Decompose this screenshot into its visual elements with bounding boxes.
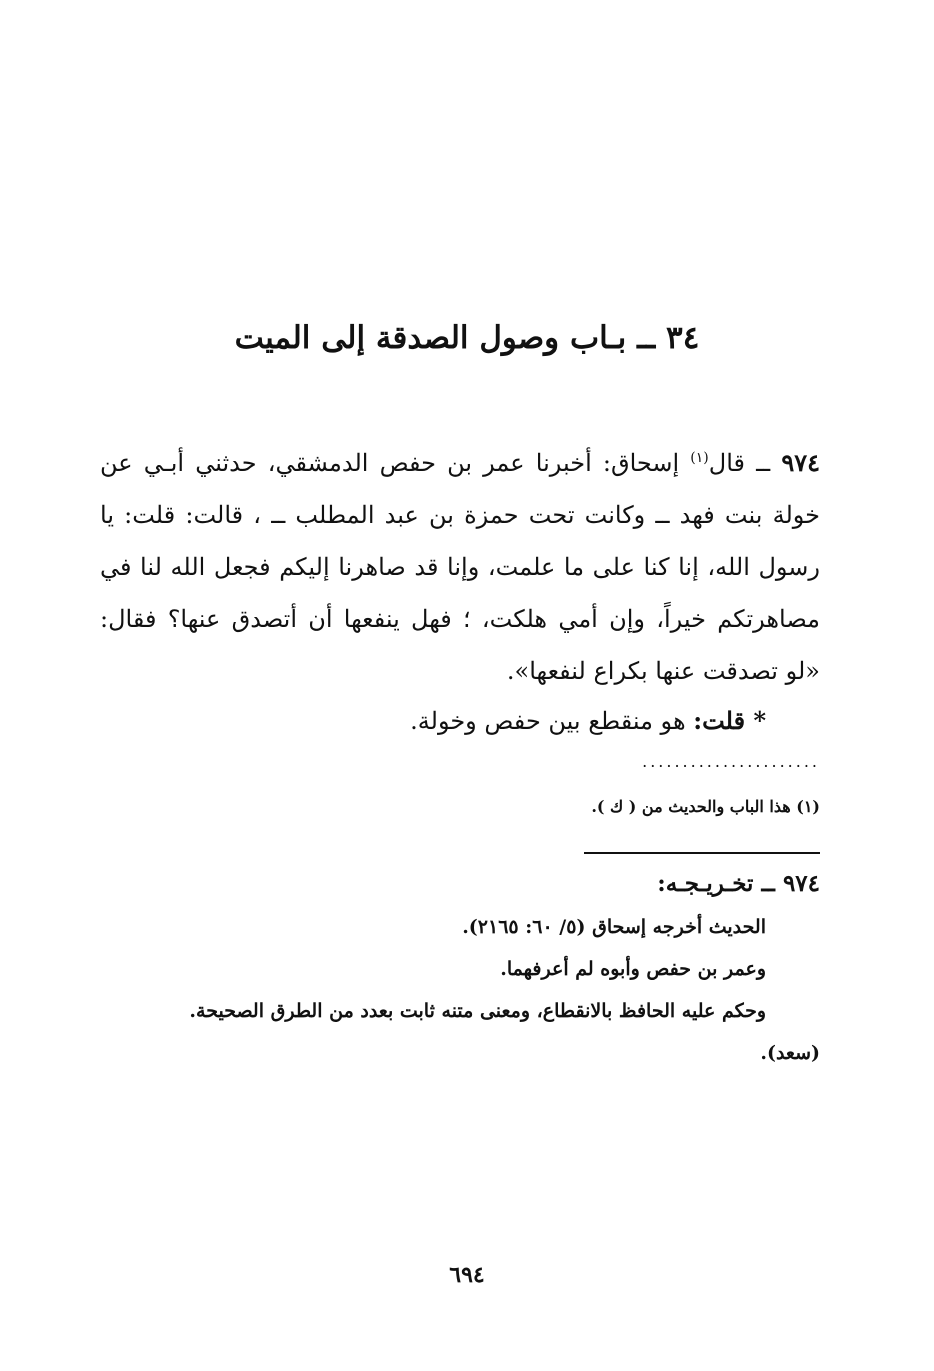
editor-note bbox=[100, 697, 766, 745]
note-text: هو منقطع بين حفص وخولة. bbox=[410, 707, 694, 735]
page-number: ٦٩٤ bbox=[449, 1262, 485, 1288]
takhrij-line: الحديث أخرجه إسحاق (٥/ ٦٠: ٢١٦٥). bbox=[462, 916, 766, 938]
note-label: * قلت: bbox=[693, 706, 766, 735]
footnote-reference[interactable]: (١) bbox=[690, 450, 709, 466]
takhrij-rule bbox=[584, 852, 820, 854]
hadith-text: إسحاق: أخبرنا عمر بن حفص الدمشقي، حدثني أبـي عن خولة بنت فهد ــ وكانت تحت حمزة بن عبد المطلب ــ ، قالت: قلت: يا رسول الله، إنا كنا على ما علمت، وإنا قد صاهرنا إليكم فجعل الله لنا في مصاهرتكم خيراً، وإن أمي هلكت، ؛ فهل ينفعها أن أتصدق عنها؟ فقال: «لو تصدقت عنها بكراع لنفعها». bbox=[100, 449, 820, 685]
hadith-qala: قال bbox=[708, 449, 745, 477]
takhrij-heading: ٩٧٤ ــ تخـريـجـه: bbox=[657, 870, 820, 897]
hadith-dash: ــ bbox=[745, 449, 782, 477]
footnote-separator-dots: ...................... bbox=[642, 752, 820, 771]
takhrij-body bbox=[100, 906, 820, 1074]
takhrij-line: (سعد). bbox=[760, 1042, 820, 1064]
takhrij-line: وعمر بن حفص وأبوه لم أعرفهما. bbox=[500, 958, 766, 980]
chapter-title: ٣٤ ــ بـاب وصول الصدقة إلى الميت bbox=[234, 320, 700, 356]
hadith-paragraph bbox=[100, 432, 820, 697]
footnote-text: (١) هذا الباب والحديث من ( ك ). bbox=[591, 797, 820, 816]
hadith-number: ٩٧٤ bbox=[781, 448, 820, 477]
takhrij-line: وحكم عليه الحافظ بالانقطاع، ومعنى متنه ثابت بعدد من الطرق الصحيحة. bbox=[189, 1000, 766, 1022]
